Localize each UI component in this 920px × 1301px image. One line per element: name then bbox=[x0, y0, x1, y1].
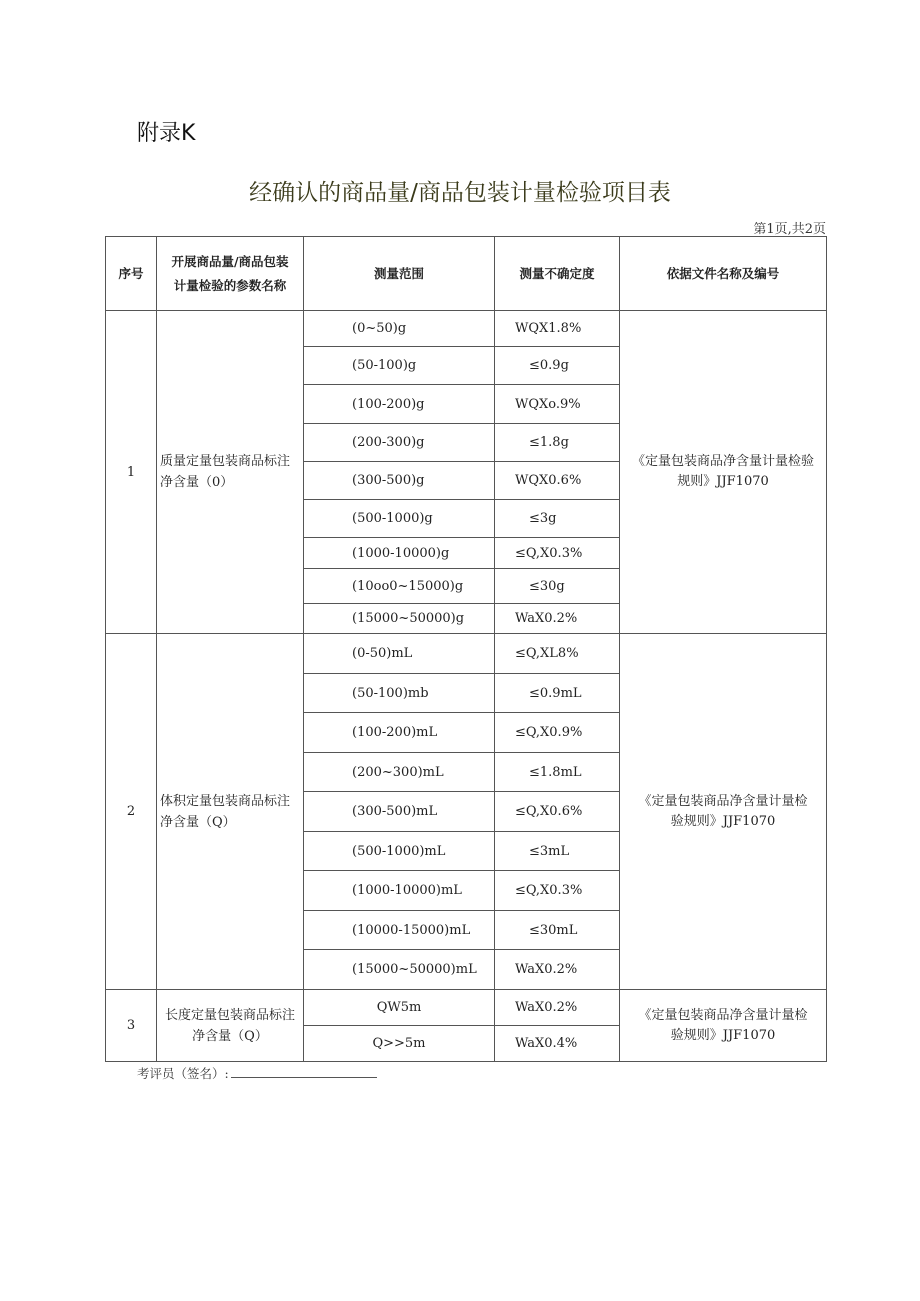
range-cell: (100-200)mL bbox=[304, 713, 495, 753]
signature-line bbox=[231, 1065, 377, 1078]
param-name-cell bbox=[157, 634, 304, 990]
range-cell: (500-1000)g bbox=[304, 500, 495, 538]
basis-cell bbox=[620, 990, 827, 1062]
uncertainty-cell: WQX0.6% bbox=[495, 462, 620, 500]
basis-line2: 验规则》JJF1070 bbox=[670, 1027, 776, 1043]
range-cell: (300-500)g bbox=[304, 462, 495, 500]
header-basis: 依据文件名称及编号 bbox=[620, 237, 827, 311]
range-cell: (1000-10000)mL bbox=[304, 871, 495, 911]
range-cell: (15000~50000)g bbox=[304, 604, 495, 634]
uncertainty-cell: ≤Q,X0.9% bbox=[495, 713, 620, 753]
range-cell: (10000-15000)mL bbox=[304, 911, 495, 950]
range-cell: (1000-10000)g bbox=[304, 538, 495, 569]
table-row bbox=[106, 311, 827, 347]
uncertainty-cell: ≤0.9g bbox=[495, 347, 620, 385]
uncertainty-cell: ≤30g bbox=[495, 569, 620, 604]
signature-field bbox=[137, 1064, 377, 1082]
table-row bbox=[106, 990, 827, 1026]
range-cell: (300-500)mL bbox=[304, 792, 495, 832]
basis-cell bbox=[620, 634, 827, 990]
header-param-line1: 开展商品量/商品包装 bbox=[171, 253, 289, 269]
range-cell: (100-200)g bbox=[304, 385, 495, 424]
seq-cell: 1 bbox=[106, 311, 157, 634]
range-cell: QW5m bbox=[304, 990, 495, 1026]
uncertainty-cell: ≤1.8g bbox=[495, 424, 620, 462]
appendix-label: 附录K bbox=[137, 121, 196, 146]
range-cell: (10oo0~15000)g bbox=[304, 569, 495, 604]
param-name-line1: 体积定量包装商品标注 bbox=[160, 793, 291, 809]
uncertainty-cell: ≤3mL bbox=[495, 832, 620, 871]
param-name-line2: 净含量（0） bbox=[160, 475, 234, 490]
basis-line1: 《定量包装商品净含量计量检验 bbox=[631, 454, 814, 469]
seq-cell: 3 bbox=[106, 990, 157, 1062]
basis-line2: 验规则》JJF1070 bbox=[670, 813, 776, 829]
inspection-items-table bbox=[105, 236, 827, 1062]
uncertainty-cell: WaX0.2% bbox=[495, 990, 620, 1026]
basis-cell bbox=[620, 311, 827, 634]
uncertainty-cell: ≤1.8mL bbox=[495, 753, 620, 792]
uncertainty-cell: ≤0.9mL bbox=[495, 674, 620, 713]
basis-line1: 《定量包装商品净含量计量检 bbox=[638, 1007, 808, 1023]
range-cell: Q>>5m bbox=[304, 1026, 495, 1062]
range-cell: (500-1000)mL bbox=[304, 832, 495, 871]
header-range: 测量范围 bbox=[304, 237, 495, 311]
basis-line1: 《定量包装商品净含量计量检 bbox=[638, 793, 808, 809]
page-title: 经确认的商品量/商品包装计量检验项目表 bbox=[249, 180, 671, 206]
signer-label: 考评员（签名）: bbox=[137, 1066, 229, 1081]
page-number: 第1页,共2页 bbox=[753, 222, 826, 237]
uncertainty-cell: ≤Q,X0.3% bbox=[495, 538, 620, 569]
uncertainty-cell: ≤3g bbox=[495, 500, 620, 538]
param-name-line1: 质量定量包装商品标注 bbox=[160, 454, 291, 469]
range-cell: (50-100)g bbox=[304, 347, 495, 385]
param-name-line1: 长度定量包装商品标注 bbox=[164, 1007, 295, 1023]
uncertainty-cell: WQXo.9% bbox=[495, 385, 620, 424]
param-name-cell bbox=[157, 990, 304, 1062]
table-row bbox=[106, 634, 827, 674]
header-uncertainty: 测量不确定度 bbox=[495, 237, 620, 311]
range-cell: (0~50)g bbox=[304, 311, 495, 347]
uncertainty-cell: WaX0.4% bbox=[495, 1026, 620, 1062]
range-cell: (0-50)mL bbox=[304, 634, 495, 674]
uncertainty-cell: WaX0.2% bbox=[495, 950, 620, 990]
range-cell: (50-100)mb bbox=[304, 674, 495, 713]
header-seq: 序号 bbox=[106, 237, 157, 311]
header-param bbox=[157, 237, 304, 311]
seq-cell: 2 bbox=[106, 634, 157, 990]
header-param-line2: 计量检验的参数名称 bbox=[173, 277, 287, 293]
param-name-line2: 净含量（Q） bbox=[160, 814, 236, 830]
table-header-row bbox=[106, 237, 827, 311]
uncertainty-cell: WQX1.8% bbox=[495, 311, 620, 347]
uncertainty-cell: ≤30mL bbox=[495, 911, 620, 950]
range-cell: (15000~50000)mL bbox=[304, 950, 495, 990]
range-cell: (200~300)mL bbox=[304, 753, 495, 792]
uncertainty-cell: WaX0.2% bbox=[495, 604, 620, 634]
param-name-line2: 净含量（Q） bbox=[192, 1028, 268, 1044]
uncertainty-cell: ≤Q,X0.3% bbox=[495, 871, 620, 911]
uncertainty-cell: ≤Q,XL8% bbox=[495, 634, 620, 674]
basis-line2: 规则》JJF1070 bbox=[677, 474, 769, 489]
param-name-cell bbox=[157, 311, 304, 634]
uncertainty-cell: ≤Q,X0.6% bbox=[495, 792, 620, 832]
range-cell: (200-300)g bbox=[304, 424, 495, 462]
